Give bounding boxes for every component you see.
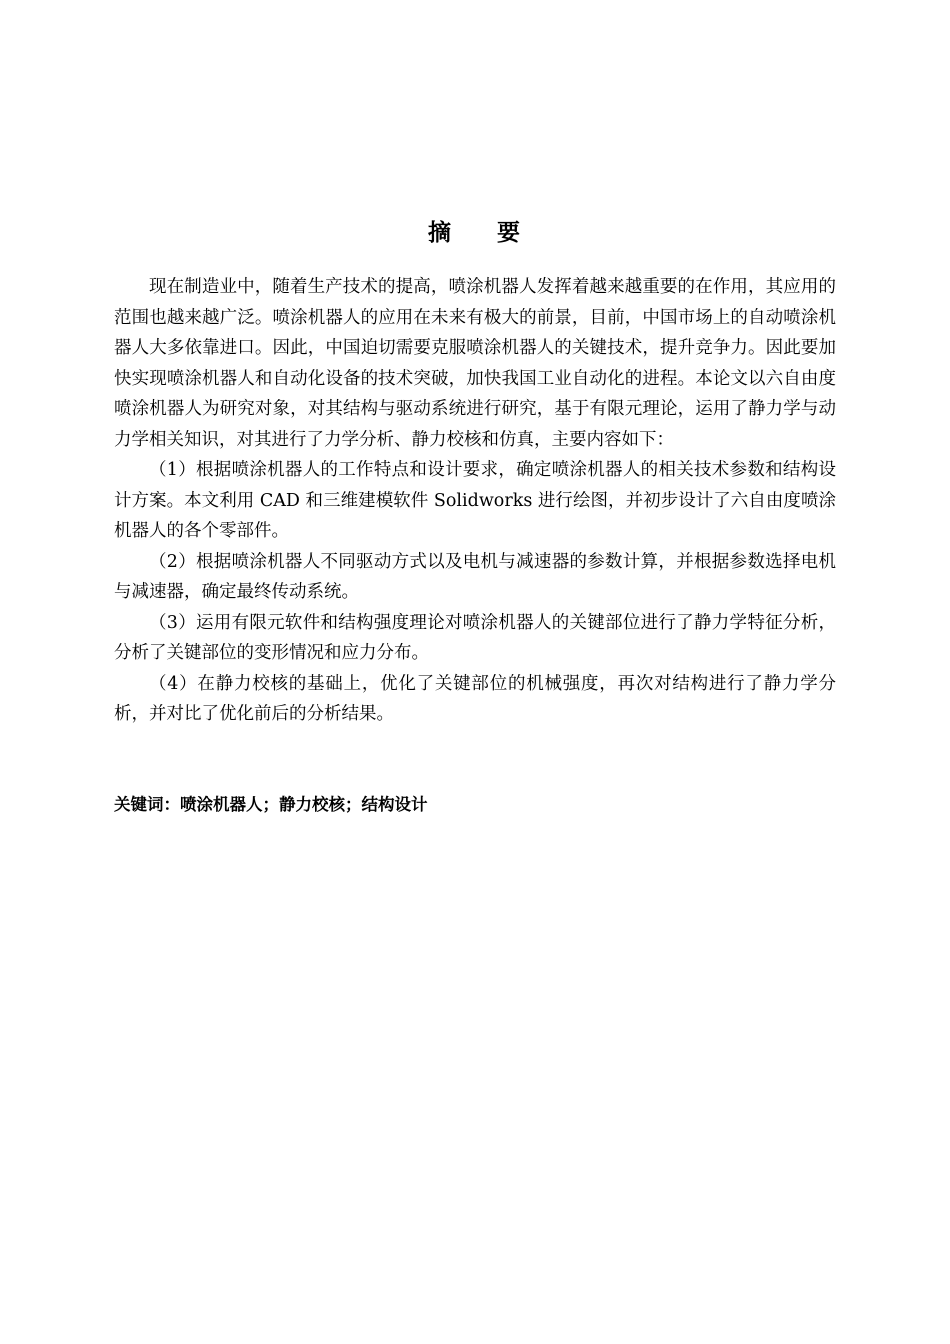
abstract-paragraph-intro: 现在制造业中，随着生产技术的提高，喷涂机器人发挥着越来越重要的在作用，其应用的范围也越来越广泛。喷涂机器人的应用在未来有极大的前景，目前，中国市场上的自动喷涂机器人大多依靠进口。因此，中国迫切需要克服喷涂机器人的关键技术，提升竞争力。因此要加快实现喷涂机器人和自动化设备的技术突破，加快我国工业自动化的进程。本论文以六自由度喷涂机器人为研究对象，对其结构与驱动系统进行研究，基于有限元理论，运用了静力学与动力学相关知识，对其进行了力学分析、静力校核和仿真，主要内容如下：: [114, 277, 836, 450]
abstract-paragraph-item-3: （3）运用有限元软件和结构强度理论对喷涂机器人的关键部位进行了静力学特征分析，分析了关键部位的变形情况和应力分布。: [114, 612, 836, 663]
keywords-line: 关键词：喷涂机器人；静力校核；结构设计: [114, 795, 428, 814]
abstract-paragraph-item-2: （2）根据喷涂机器人不同驱动方式以及电机与减速器的参数计算，并根据参数选择电机与减速器，确定最终传动系统。: [114, 551, 836, 602]
abstract-body: [114, 272, 836, 730]
abstract-paragraph-item-1: （1）根据喷涂机器人的工作特点和设计要求，确定喷涂机器人的相关技术参数和结构设计方案。本文利用 CAD 和三维建模软件 Solidworks 进行绘图，并初步设计了六自由度喷涂机器人的各个零部件。: [114, 460, 836, 541]
abstract-title-char-1: 摘: [428, 220, 453, 246]
abstract-title: [0, 216, 950, 250]
abstract-title-char-2: 要: [497, 220, 522, 246]
abstract-paragraph-item-4: （4）在静力校核的基础上，优化了关键部位的机械强度，再次对结构进行了静力学分析，并对比了优化前后的分析结果。: [114, 673, 836, 724]
